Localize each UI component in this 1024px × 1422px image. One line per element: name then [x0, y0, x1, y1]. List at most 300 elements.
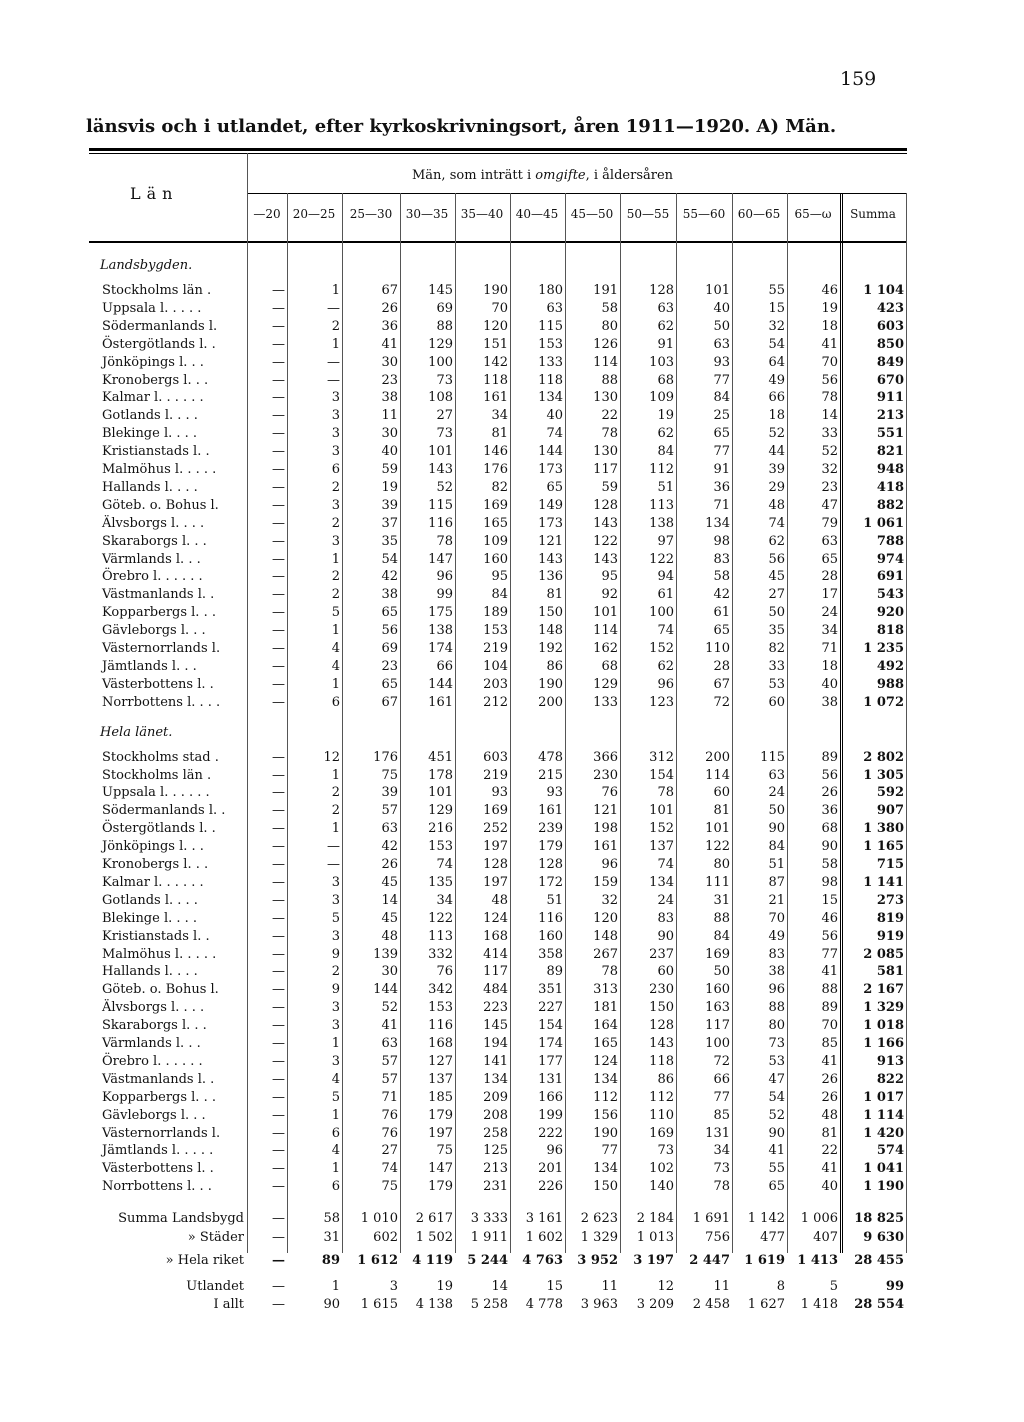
cell-value: 41: [768, 1143, 785, 1159]
cell-value: 32: [768, 318, 785, 334]
cell-value: 3: [331, 426, 340, 442]
column-header: 40—45: [515, 207, 559, 221]
cell-value: 52: [436, 479, 453, 495]
cell-value: 62: [768, 533, 785, 549]
cell-value: 11: [381, 408, 398, 424]
cell-value: 122: [593, 533, 618, 549]
row-label: Malmöhus l. . . . .: [102, 462, 217, 477]
cell-value: 66: [713, 1071, 730, 1087]
cell-value: 23: [381, 658, 398, 674]
row-label: Stockholms län .: [102, 767, 212, 783]
cell-value: 75: [381, 1179, 398, 1195]
cell-value: 139: [373, 946, 398, 962]
cell-value: 12: [657, 1279, 674, 1295]
cell-value: 143: [538, 551, 563, 567]
cell-value: 144: [428, 676, 453, 692]
cell-value: 70: [768, 910, 785, 926]
cell-value: 25: [713, 408, 730, 424]
cell-value: 156: [593, 1107, 618, 1123]
cell-value: 414: [483, 946, 508, 962]
cell-value: —: [272, 1279, 285, 1295]
section-title: Landsbygden.: [100, 258, 193, 273]
cell-value: —: [272, 946, 285, 962]
cell-value: 97: [657, 533, 674, 549]
cell-value: 137: [649, 839, 674, 855]
row-label: Göteb. o. Bohus l.: [102, 982, 219, 998]
column-divider: [676, 193, 677, 1253]
cell-value: 31: [323, 1230, 340, 1246]
cell-value: 66: [436, 658, 453, 674]
cell-value: —: [272, 444, 285, 460]
row-label: Uppsala l. . . . .: [102, 300, 202, 316]
cell-value: —: [272, 1018, 285, 1034]
cell-value: 1: [331, 676, 340, 692]
row-sum: 574: [876, 1143, 904, 1159]
row-label: Kalmar l. . . . . .: [102, 874, 204, 890]
cell-value: 122: [705, 839, 730, 855]
cell-value: 76: [381, 1125, 398, 1141]
cell-value: 1 615: [360, 1297, 398, 1313]
cell-value: —: [272, 1053, 285, 1069]
cell-value: 101: [428, 785, 453, 801]
cell-value: 57: [381, 803, 398, 819]
row-label: Västerbottens l. .: [102, 1161, 214, 1177]
cell-value: —: [272, 982, 285, 998]
cell-value: 68: [821, 821, 838, 837]
cell-value: 86: [657, 1071, 674, 1087]
row-sum: 913: [876, 1053, 904, 1069]
cell-value: 56: [381, 623, 398, 639]
cell-value: 46: [821, 283, 838, 298]
cell-value: 161: [538, 803, 563, 819]
cell-value: —: [272, 1230, 285, 1246]
cell-value: 1 329: [580, 1230, 618, 1246]
cell-value: 252: [483, 821, 508, 837]
cell-value: 1 013: [636, 1230, 674, 1246]
cell-value: 5 244: [467, 1253, 508, 1269]
cell-value: 76: [436, 964, 453, 980]
cell-value: 15: [768, 300, 785, 316]
cell-value: 93: [546, 785, 563, 801]
cell-value: 451: [428, 749, 453, 765]
cell-value: 129: [428, 803, 453, 819]
cell-value: 3 963: [580, 1297, 618, 1313]
cell-value: 78: [821, 390, 838, 406]
cell-value: 3: [331, 497, 340, 513]
cell-value: 115: [428, 497, 453, 513]
cell-value: 77: [713, 372, 730, 388]
cell-value: 24: [768, 785, 785, 801]
cell-value: —: [272, 336, 285, 352]
cell-value: —: [272, 1253, 285, 1269]
cell-value: 89: [321, 1253, 340, 1269]
column-header: 45—50: [570, 207, 614, 221]
row-sum: 2 802: [863, 749, 904, 765]
cell-value: —: [272, 462, 285, 477]
cell-value: 143: [593, 551, 618, 567]
cell-value: —: [272, 694, 285, 710]
row-sum: 1 041: [863, 1161, 904, 1177]
cell-value: 127: [428, 1053, 453, 1069]
cell-value: 3 952: [577, 1253, 618, 1269]
cell-value: 150: [593, 1179, 618, 1195]
row-sum: 1 165: [863, 839, 904, 855]
row-label: Blekinge l. . . .: [102, 426, 198, 442]
row-label: Skaraborgs l. . .: [102, 533, 207, 549]
cell-value: 65: [381, 676, 398, 692]
cell-value: 146: [483, 444, 508, 460]
cell-value: 63: [821, 533, 838, 549]
cell-value: 143: [593, 515, 618, 531]
cell-value: 267: [593, 946, 618, 962]
cell-value: 34: [491, 408, 508, 424]
cell-value: 128: [593, 497, 618, 513]
cell-value: 116: [428, 1018, 453, 1034]
cell-value: 179: [428, 1179, 453, 1195]
row-sum: 911: [876, 390, 904, 406]
cell-value: 154: [649, 767, 674, 783]
cell-value: 31: [713, 892, 730, 908]
cell-value: —: [272, 857, 285, 872]
cell-value: 14: [381, 892, 398, 908]
cell-value: 5: [331, 605, 340, 621]
column-header: 55—60: [682, 207, 726, 221]
row-label: Göteb. o. Bohus l.: [102, 497, 219, 513]
cell-value: 74: [381, 1161, 398, 1177]
cell-value: —: [327, 354, 340, 370]
cell-value: 100: [649, 605, 674, 621]
cell-value: —: [272, 1125, 285, 1141]
cell-value: 164: [593, 1018, 618, 1034]
cell-value: 76: [381, 1107, 398, 1123]
cell-value: 84: [768, 839, 785, 855]
row-label: Uppsala l. . . . . .: [102, 785, 210, 801]
cell-value: 60: [657, 964, 674, 980]
row-sum: 919: [876, 928, 904, 944]
cell-value: 169: [649, 1125, 674, 1141]
cell-value: 35: [381, 533, 398, 549]
cell-value: 9: [331, 946, 340, 962]
cell-value: 1: [331, 1107, 340, 1123]
cell-value: 100: [705, 1036, 730, 1051]
cell-value: 4: [331, 1143, 340, 1159]
cell-value: 1: [331, 623, 340, 639]
cell-value: —: [272, 318, 285, 334]
cell-value: 756: [705, 1230, 730, 1246]
cell-value: 40: [381, 444, 398, 460]
column-divider: [906, 193, 907, 1253]
cell-value: 122: [649, 551, 674, 567]
cell-value: 29: [768, 479, 785, 495]
cell-value: 84: [713, 928, 730, 944]
cell-value: 198: [593, 821, 618, 837]
cell-value: 65: [713, 623, 730, 639]
cell-value: 203: [483, 676, 508, 692]
cell-value: 30: [381, 426, 398, 442]
cell-value: 45: [381, 910, 398, 926]
cell-value: 3: [331, 444, 340, 460]
cell-value: 114: [593, 623, 618, 639]
cell-value: 138: [428, 623, 453, 639]
cell-value: 19: [657, 408, 674, 424]
cell-value: 71: [381, 1089, 398, 1105]
cell-value: —: [272, 390, 285, 406]
cell-value: 117: [593, 462, 618, 477]
cell-value: 153: [428, 1000, 453, 1016]
cell-value: 144: [373, 982, 398, 998]
cell-value: —: [272, 658, 285, 674]
cell-value: 180: [538, 283, 563, 298]
cell-value: 191: [593, 283, 618, 298]
cell-value: 143: [649, 1036, 674, 1051]
cell-value: 190: [593, 1125, 618, 1141]
cell-value: 65: [713, 426, 730, 442]
cell-value: 5: [331, 910, 340, 926]
cell-value: 80: [713, 857, 730, 872]
cell-value: 63: [381, 1036, 398, 1051]
cell-value: 4 119: [412, 1253, 453, 1269]
cell-value: 21: [768, 892, 785, 908]
cell-value: 230: [649, 982, 674, 998]
cell-value: 87: [768, 874, 785, 890]
cell-value: 46: [821, 910, 838, 926]
row-sum: 418: [876, 479, 904, 495]
cell-value: 5: [829, 1279, 838, 1295]
cell-value: —: [272, 551, 285, 567]
top-rule-thin: [89, 153, 907, 154]
cell-value: 477: [760, 1230, 785, 1246]
cell-value: 50: [768, 803, 785, 819]
cell-value: —: [272, 515, 285, 531]
cell-value: 77: [713, 1089, 730, 1105]
row-label: Västmanlands l. .: [102, 587, 215, 603]
cell-value: 5 258: [470, 1297, 508, 1313]
cell-value: —: [272, 1161, 285, 1177]
cell-value: 27: [436, 408, 453, 424]
row-label: Värmlands l. . .: [102, 551, 201, 567]
cell-value: 129: [593, 676, 618, 692]
row-sum: 1 380: [863, 821, 904, 837]
cell-value: 88: [601, 372, 618, 388]
row-label: Norrbottens l. . .: [102, 1179, 212, 1195]
cell-value: 83: [713, 551, 730, 567]
cell-value: —: [327, 372, 340, 388]
cell-value: 134: [593, 1071, 618, 1087]
cell-value: 200: [538, 694, 563, 710]
cell-value: 237: [649, 946, 674, 962]
row-sum: 850: [876, 336, 904, 352]
cell-value: 26: [381, 857, 398, 872]
cell-value: 101: [428, 444, 453, 460]
row-sum: 592: [876, 785, 904, 801]
cell-value: —: [272, 892, 285, 908]
cell-value: 92: [601, 587, 618, 603]
cell-value: 77: [821, 946, 838, 962]
cell-value: —: [272, 749, 285, 765]
cell-value: 110: [705, 641, 730, 656]
cell-value: 99: [436, 587, 453, 603]
cell-value: 47: [768, 1071, 785, 1087]
row-label: Summa Landsbygd: [118, 1211, 244, 1227]
row-sum: 28 455: [854, 1253, 904, 1269]
cell-value: 63: [713, 336, 730, 352]
cell-value: 42: [713, 587, 730, 603]
cell-value: 63: [381, 821, 398, 837]
cell-value: —: [272, 910, 285, 926]
cell-value: 131: [705, 1125, 730, 1141]
cell-value: 174: [428, 641, 453, 656]
cell-value: 154: [538, 1018, 563, 1034]
cell-value: 366: [593, 749, 618, 765]
cell-value: 133: [593, 694, 618, 710]
cell-value: —: [272, 1211, 285, 1227]
cell-value: 64: [768, 354, 785, 370]
cell-value: 176: [483, 462, 508, 477]
cell-value: 51: [546, 892, 563, 908]
cell-value: 50: [713, 318, 730, 334]
cell-value: —: [272, 1297, 285, 1313]
cell-value: 190: [538, 676, 563, 692]
cell-value: 56: [821, 767, 838, 783]
row-label: Östergötlands l. .: [102, 821, 216, 837]
row-label: Västernorrlands l.: [102, 1125, 221, 1141]
cell-value: 70: [821, 1018, 838, 1034]
cell-value: 91: [713, 462, 730, 477]
cell-value: 4 778: [525, 1297, 563, 1313]
cell-value: 85: [821, 1036, 838, 1051]
cell-value: —: [272, 964, 285, 980]
cell-value: 152: [649, 821, 674, 837]
cell-value: 4: [331, 1071, 340, 1087]
cell-value: 2: [331, 318, 340, 334]
cell-value: 144: [538, 444, 563, 460]
cell-value: 70: [821, 354, 838, 370]
cell-value: 74: [657, 623, 674, 639]
cell-value: 52: [768, 426, 785, 442]
cell-value: 1 006: [800, 1211, 838, 1227]
row-sum: 9 630: [863, 1230, 904, 1246]
row-sum: 603: [876, 318, 904, 334]
cell-value: 131: [538, 1071, 563, 1087]
row-sum: 948: [876, 462, 904, 477]
cell-value: 41: [821, 1053, 838, 1069]
cell-value: 40: [821, 676, 838, 692]
cell-value: 148: [538, 623, 563, 639]
cell-value: 209: [483, 1089, 508, 1105]
row-sum: 988: [876, 676, 904, 692]
cell-value: 145: [483, 1018, 508, 1034]
cell-value: 32: [601, 892, 618, 908]
cell-value: 63: [657, 300, 674, 316]
cell-value: 28: [713, 658, 730, 674]
cell-value: —: [272, 839, 285, 855]
cell-value: 178: [428, 767, 453, 783]
cell-value: —: [272, 1179, 285, 1195]
cell-value: 50: [768, 605, 785, 621]
cell-value: 3: [331, 390, 340, 406]
cell-value: 56: [821, 372, 838, 388]
cell-value: 161: [428, 694, 453, 710]
cell-value: 109: [649, 390, 674, 406]
cell-value: 41: [821, 336, 838, 352]
cell-value: 50: [713, 964, 730, 980]
cell-value: 74: [768, 515, 785, 531]
cell-value: 136: [538, 569, 563, 585]
cell-value: 30: [381, 354, 398, 370]
row-sum: 849: [876, 354, 904, 370]
cell-value: 199: [538, 1107, 563, 1123]
row-label: Blekinge l. . . .: [102, 910, 198, 926]
row-label: Södermanlands l. .: [102, 803, 226, 819]
row-label: Kristianstads l. .: [102, 928, 210, 944]
cell-value: 34: [713, 1143, 730, 1159]
cell-value: 54: [768, 1089, 785, 1105]
cell-value: 145: [428, 283, 453, 298]
row-sum: 18 825: [854, 1211, 904, 1227]
cell-value: 80: [601, 318, 618, 334]
cell-value: 151: [483, 336, 508, 352]
cell-value: 88: [713, 910, 730, 926]
cell-value: 88: [436, 318, 453, 334]
cell-value: 123: [649, 694, 674, 710]
cell-value: 194: [483, 1036, 508, 1051]
cell-value: 73: [436, 426, 453, 442]
cell-value: 150: [649, 1000, 674, 1016]
cell-value: 48: [381, 928, 398, 944]
cell-value: 215: [538, 767, 563, 783]
cell-value: 80: [768, 1018, 785, 1034]
cell-value: 69: [436, 300, 453, 316]
cell-value: 147: [428, 1161, 453, 1177]
cell-value: 60: [768, 694, 785, 710]
cell-value: 83: [657, 910, 674, 926]
row-label: Utlandet: [186, 1279, 244, 1295]
cell-value: 162: [593, 641, 618, 656]
cell-value: 116: [428, 515, 453, 531]
cell-value: 74: [436, 857, 453, 872]
cell-value: 38: [381, 587, 398, 603]
cell-value: 2: [331, 785, 340, 801]
cell-value: 124: [593, 1053, 618, 1069]
cell-value: 140: [649, 1179, 674, 1195]
cell-value: 101: [649, 803, 674, 819]
cell-value: 101: [593, 605, 618, 621]
cell-value: —: [272, 821, 285, 837]
cell-value: 6: [331, 1125, 340, 1141]
cell-value: 55: [768, 1161, 785, 1177]
cell-value: 1 911: [470, 1230, 508, 1246]
cell-value: 26: [381, 300, 398, 316]
row-label: Västmanlands l. .: [102, 1071, 215, 1087]
cell-value: 190: [483, 283, 508, 298]
page-number: 159: [840, 68, 877, 90]
cell-value: 3 161: [525, 1211, 563, 1227]
cell-value: 134: [538, 390, 563, 406]
cell-value: 1 612: [357, 1253, 398, 1269]
row-label: Värmlands l. . .: [102, 1036, 201, 1051]
cell-value: 57: [381, 1071, 398, 1087]
cell-value: 1: [331, 551, 340, 567]
row-label: Södermanlands l.: [102, 318, 218, 334]
cell-value: 51: [657, 479, 674, 495]
row-sum: 1 190: [863, 1179, 904, 1195]
cell-value: 192: [538, 641, 563, 656]
cell-value: 68: [601, 658, 618, 674]
cell-value: 108: [428, 390, 453, 406]
cell-value: 95: [601, 569, 618, 585]
cell-value: 219: [483, 641, 508, 656]
cell-value: 122: [428, 910, 453, 926]
